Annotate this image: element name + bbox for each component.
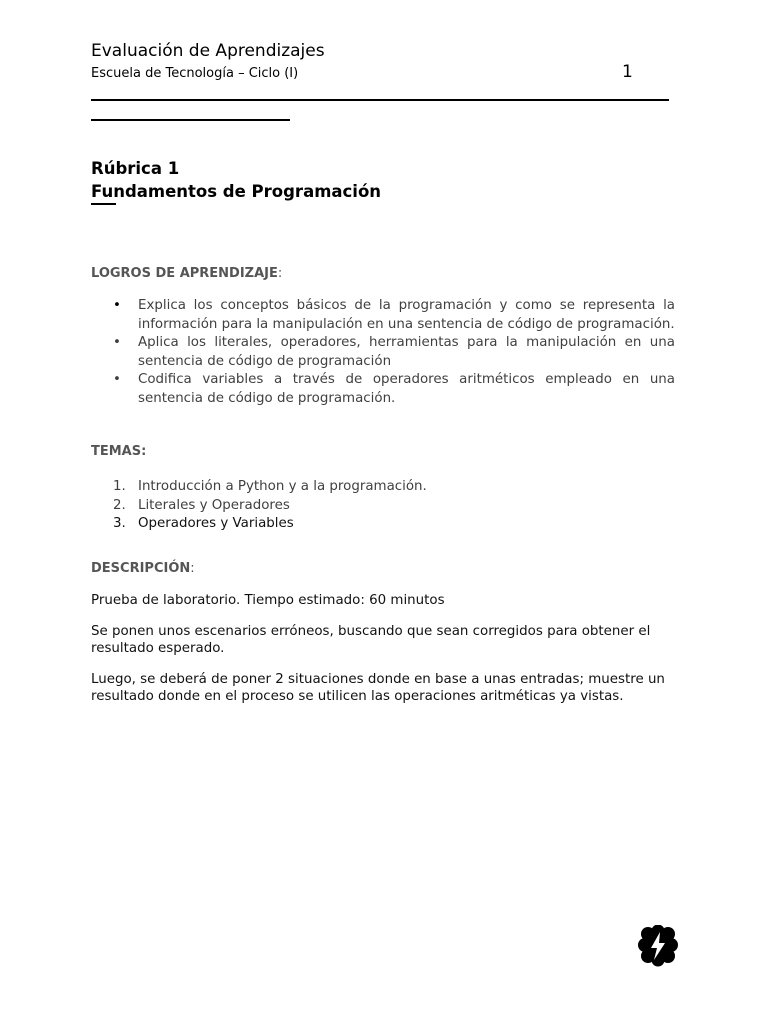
list-item bbox=[91, 334, 675, 371]
topics-list bbox=[91, 478, 675, 534]
topic-number: 3. bbox=[113, 516, 126, 531]
description-paragraph: Prueba de laboratorio. Tiempo estimado: 60 minutos bbox=[91, 593, 445, 608]
page-number: 1 bbox=[622, 62, 633, 82]
outcome-text: Aplica los literales, operadores, herramientas para la manipulación en una sentencia de código de programación bbox=[138, 335, 675, 369]
outcome-text: Codifica variables a través de operadores aritméticos empleado en una sentencia de código de programación. bbox=[138, 372, 675, 406]
brain-lightning-icon bbox=[638, 925, 678, 967]
topics-heading: TEMAS: bbox=[91, 444, 147, 459]
topic-text: Introducción a Python y a la programación. bbox=[138, 479, 427, 494]
outcomes-heading-text: LOGROS DE APRENDIZAJE bbox=[91, 266, 278, 281]
description-heading bbox=[91, 561, 195, 576]
list-item bbox=[91, 497, 675, 516]
topic-number: 2. bbox=[113, 497, 126, 513]
bullet-icon: • bbox=[113, 298, 121, 313]
topic-number: 1. bbox=[113, 479, 126, 494]
topic-text: Operadores y Variables bbox=[138, 516, 294, 531]
description-paragraph: Luego, se deberá de poner 2 situaciones donde en base a unas entradas; muestre un resultado donde en el proceso se utilicen las operaciones aritméticas ya vistas. bbox=[91, 672, 665, 704]
list-item bbox=[91, 371, 675, 408]
outcomes-heading-colon: : bbox=[277, 266, 283, 281]
header-rule-long bbox=[91, 99, 669, 101]
learning-outcomes-list bbox=[91, 297, 675, 408]
outcome-text: Explica los conceptos básicos de la programación y como se representa la información para la manipulación en una sentencia de código de programación. bbox=[138, 298, 675, 332]
bullet-icon: • bbox=[113, 335, 121, 350]
list-item bbox=[91, 297, 675, 334]
topic-text: Literales y Operadores bbox=[138, 497, 290, 513]
bullet-icon: • bbox=[113, 372, 121, 387]
outcomes-heading bbox=[91, 266, 282, 281]
rubric-underline-mark bbox=[91, 203, 116, 205]
list-item bbox=[91, 515, 675, 534]
header-rule-short bbox=[91, 119, 290, 121]
description-paragraph: Se ponen unos escenarios erróneos, buscando que sean corregidos para obtener el resultado esperado. bbox=[91, 624, 651, 656]
rubric-number: Rúbrica 1 bbox=[91, 159, 180, 178]
list-item bbox=[91, 478, 675, 497]
description-heading-colon: : bbox=[190, 561, 195, 576]
document-title: Evaluación de Aprendizajes bbox=[91, 41, 325, 61]
school-cycle-subtitle: Escuela de Tecnología – Ciclo (I) bbox=[91, 66, 299, 81]
rubric-course: Fundamentos de Programación bbox=[91, 182, 382, 201]
rubric-heading bbox=[91, 157, 381, 203]
description-heading-text: DESCRIPCIÓN bbox=[91, 561, 191, 576]
